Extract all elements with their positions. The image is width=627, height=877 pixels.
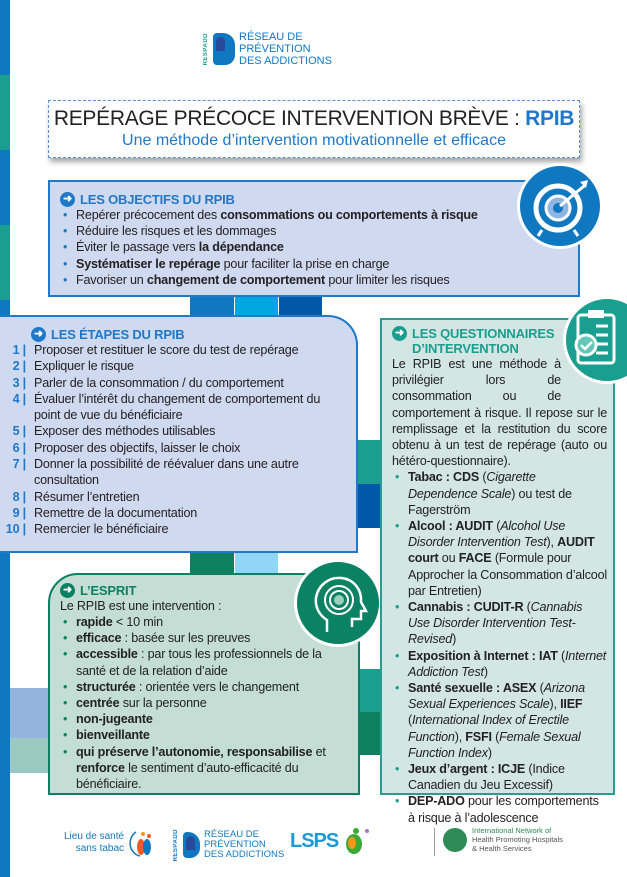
- text-segment: (: [492, 519, 501, 534]
- logo-line: RÉSEAU DE: [204, 829, 259, 841]
- respadd-logo: [203, 31, 332, 67]
- list-item: [60, 695, 352, 711]
- text-segment: ) ou test de Fagerström: [408, 486, 572, 517]
- decor-strip: [0, 75, 10, 150]
- step-number: 4 |: [12, 391, 26, 406]
- decor-tile: [358, 669, 380, 712]
- text-segment: Repérer précocement des: [76, 208, 221, 222]
- list-item: [60, 223, 578, 239]
- questionnaires-list: [392, 469, 607, 825]
- text-segment: Cigarette Dependence Scale: [408, 470, 536, 501]
- spirit-intro: Le RPIB est une intervention :: [60, 599, 222, 613]
- text-segment: et: [312, 744, 326, 759]
- respadd-footer-logo: [173, 829, 284, 861]
- list-item: [60, 727, 352, 743]
- list-item: [392, 648, 607, 680]
- decor-tile: [235, 297, 278, 315]
- step-text: Proposer des objectifs, laisser le choix: [34, 440, 241, 455]
- step-text: Évaluer l’intérêt du changement de comportement du point de vue du bénéficiaire: [34, 391, 321, 423]
- step-text: Remettre de la documentation: [34, 505, 198, 520]
- text-segment: Santé sexuelle : ASEX: [408, 681, 537, 696]
- text-segment: Tabac : CDS: [408, 470, 480, 485]
- globe-icon: [443, 828, 467, 852]
- text-segment: bienveillante: [76, 728, 150, 743]
- text-segment: DEP-ADO: [408, 794, 465, 809]
- text-segment: AUDIT court: [408, 535, 595, 566]
- step-number: 5 |: [12, 424, 26, 439]
- step-text: Exposer des méthodes utilisables: [34, 424, 216, 439]
- text-segment: (Formule pour Approcher la Consommation d’alcool par Entretien): [408, 551, 608, 598]
- text-segment: sur la personne: [119, 696, 207, 711]
- step-item: [12, 375, 356, 391]
- logo-vertical-text: RESPADD: [173, 829, 179, 862]
- lsps-text: LSPS: [290, 829, 339, 852]
- text-segment: ou: [438, 551, 459, 566]
- step-item: [12, 440, 356, 456]
- text-segment: ),: [549, 697, 561, 712]
- text-segment: (: [536, 681, 544, 696]
- text-segment: FACE: [458, 551, 492, 566]
- text-segment: : par tous les professionnels de la santé et de la relation d’aide: [76, 647, 322, 678]
- decor-strip: [0, 0, 10, 75]
- text-segment: centrée: [76, 696, 120, 711]
- target-icon: [517, 163, 603, 249]
- arrow-right-icon: ➜: [60, 583, 75, 598]
- text-segment: Internet Addiction Test: [408, 648, 607, 679]
- logo-line: RÉSEAU DE: [239, 31, 303, 43]
- respadd-r-icon: [183, 832, 200, 858]
- decor-tile: [10, 738, 50, 773]
- head-mind-icon: [294, 559, 382, 647]
- logo-line: & Health Services: [472, 844, 532, 853]
- list-item: [392, 469, 607, 518]
- lsps-figure-icon: [340, 826, 372, 856]
- step-text: Expliquer le risque: [34, 359, 134, 374]
- hph-logo: [443, 826, 563, 853]
- decor-tile: [10, 688, 50, 738]
- lieu-sante-sans-tabac-logo: [64, 828, 154, 858]
- step-number: 8 |: [12, 489, 26, 504]
- step-item: [5, 521, 356, 537]
- steps-list: [5, 342, 356, 538]
- text-segment: pour limiter les risques: [325, 272, 450, 287]
- arrow-right-icon: ➜: [392, 326, 407, 341]
- decor-tile: [358, 712, 380, 755]
- step-number: 3 |: [12, 375, 26, 390]
- text-segment: Cannabis : CUDIT-R: [408, 600, 524, 615]
- step-number: 2 |: [12, 359, 26, 374]
- list-item: [60, 646, 352, 678]
- text-segment: ),: [454, 729, 466, 744]
- text-segment: Alcohol Use Disorder Intervention Test: [408, 519, 566, 550]
- objectives-list: [60, 207, 578, 288]
- text-segment: Arizona Sexual Experiences Scale: [408, 681, 585, 712]
- step-item: [12, 489, 356, 505]
- logo-vertical-text: RESPADD: [203, 32, 209, 66]
- text-segment: (: [479, 470, 487, 485]
- step-number: 1 |: [12, 343, 26, 357]
- section-heading: L’ESPRIT: [80, 583, 137, 598]
- text-segment: IIEF: [560, 697, 583, 712]
- page-title: [49, 107, 579, 131]
- arrow-right-icon: ➜: [60, 192, 75, 207]
- text-segment: (: [523, 600, 531, 615]
- steps-section: [0, 315, 358, 553]
- questionnaires-section: [380, 318, 615, 825]
- list-item: [392, 793, 607, 825]
- step-item: [12, 456, 356, 489]
- lieu-logo-icon: [128, 828, 154, 858]
- step-item: [12, 358, 356, 374]
- logo-line: Lieu de santé: [64, 831, 125, 842]
- text-segment: International Index of Erectile Function: [408, 713, 569, 744]
- list-item: [60, 239, 578, 255]
- decor-tile: [235, 553, 278, 573]
- list-item: [392, 599, 607, 648]
- arrow-right-icon: ➜: [31, 327, 46, 342]
- section-heading: D’INTERVENTION: [412, 341, 519, 356]
- decor-strip: [0, 225, 10, 300]
- text-segment: (: [408, 713, 412, 728]
- step-text: Résumer l’entretien: [34, 489, 140, 504]
- text-segment: ): [452, 632, 457, 647]
- logo-line: PRÉVENTION: [239, 43, 311, 55]
- text-segment: ): [483, 664, 488, 679]
- step-item: [12, 391, 356, 424]
- text-segment: Jeux d’argent : ICJE: [408, 762, 526, 777]
- title-accent: RPIB: [525, 107, 575, 130]
- text-segment: : orientée vers le changement: [135, 679, 300, 694]
- list-item: [392, 518, 607, 599]
- step-text: Parler de la consommation / du comportement: [34, 375, 284, 390]
- divider: [434, 828, 435, 856]
- step-item: [12, 505, 356, 521]
- text-segment: consommations ou comportements à risque: [220, 208, 478, 222]
- text-segment: la dépendance: [198, 240, 284, 255]
- text-segment: pour les comportements à risque à l’adolescence: [408, 794, 599, 825]
- text-segment: le sentiment d’auto-efficacité du bénéficiaire.: [76, 760, 299, 792]
- step-number: 9 |: [12, 505, 26, 520]
- text-segment: Female Sexual Function Index: [408, 729, 581, 760]
- text-segment: Cannabis Use Disorder Intervention Test-Revised: [408, 600, 583, 647]
- decor-tile: [358, 484, 380, 528]
- text-segment: Réduire les risques et les dommages: [76, 224, 277, 239]
- step-number: 7 |: [12, 457, 26, 472]
- logo-line: International Network of: [472, 826, 552, 835]
- text-segment: efficace: [76, 631, 122, 646]
- decor-tile: [358, 440, 380, 484]
- text-segment: Systématiser le repérage: [76, 256, 221, 271]
- title-box: [48, 100, 580, 158]
- text-segment: FSFI: [465, 729, 492, 744]
- text-segment: Favoriser un: [76, 272, 147, 287]
- step-text: Remercier le bénéficiaire: [34, 522, 169, 537]
- text-segment: qui préserve l’autonomie, responsabilise: [76, 744, 313, 759]
- lsps-logo: [290, 826, 372, 856]
- text-segment: ): [487, 745, 492, 760]
- decor-tile: [279, 297, 322, 315]
- step-item: [12, 342, 356, 358]
- text-segment: Éviter le passage vers: [76, 240, 199, 255]
- decor-tile: [190, 553, 234, 573]
- logo-line: Health Promoting Hospitals: [472, 835, 563, 844]
- questionnaires-intro: Le RPIB est une méthode à privilégier lors de consommation ou de comportement à risque. Il repose sur le remplissage et la restitution du score obtenu à un test de repérage (auto ou hétéro-questionnaire).: [392, 357, 607, 469]
- list-item: [60, 744, 352, 793]
- decor-strip: [0, 150, 10, 225]
- step-number: 6 |: [12, 440, 26, 455]
- section-heading: LES QUESTIONNAIRES: [412, 326, 555, 341]
- text-segment: changement de comportement: [146, 272, 326, 287]
- text-segment: (: [557, 648, 565, 663]
- logo-line: sans tabac: [75, 843, 125, 854]
- text-segment: ),: [546, 535, 558, 550]
- list-item: [392, 761, 607, 793]
- step-number: 10 |: [5, 522, 26, 537]
- text-segment: non-jugeante: [76, 712, 153, 727]
- section-heading: LES OBJECTIFS DU RPIB: [80, 192, 235, 207]
- decor-tile: [190, 297, 234, 315]
- step-text: Proposer et restituer le score du test de repérage: [34, 343, 299, 357]
- list-item: [60, 711, 352, 727]
- text-segment: : basée sur les preuves: [121, 631, 251, 646]
- text-segment: Exposition à Internet : IAT: [408, 648, 558, 663]
- text-segment: Alcool : AUDIT: [408, 519, 493, 534]
- clipboard-check-icon: [563, 296, 627, 384]
- text-segment: accessible: [76, 647, 138, 662]
- respadd-r-icon: [213, 33, 235, 65]
- text-segment: rapide: [76, 615, 113, 629]
- list-item: [60, 207, 578, 223]
- text-segment: (: [491, 729, 500, 744]
- list-item: [60, 272, 578, 288]
- text-segment: pour faciliter la prise en charge: [220, 256, 390, 271]
- list-item: [60, 256, 578, 272]
- section-heading: LES ÉTAPES DU RPIB: [51, 327, 185, 342]
- list-item: [60, 679, 352, 695]
- step-text: Donner la possibilité de réévaluer dans une autre consultation: [34, 457, 299, 488]
- page-subtitle: Une méthode d’intervention motivationnelle et efficace: [122, 132, 506, 149]
- logo-line: DES ADDICTIONS: [239, 55, 332, 67]
- list-item: [392, 680, 607, 761]
- logo-line: DES ADDICTIONS: [204, 849, 285, 861]
- text-segment: < 10 min: [112, 615, 163, 629]
- step-item: [12, 423, 356, 439]
- text-segment: structurée: [76, 679, 136, 694]
- text-segment: (Indice Canadien du Jeu Excessif): [408, 762, 565, 793]
- logo-line: PRÉVENTION: [204, 839, 266, 851]
- objectives-section: [48, 180, 580, 297]
- text-segment: renforce: [76, 760, 125, 775]
- title-main: REPÉRAGE PRÉCOCE INTERVENTION BRÈVE :: [53, 107, 526, 130]
